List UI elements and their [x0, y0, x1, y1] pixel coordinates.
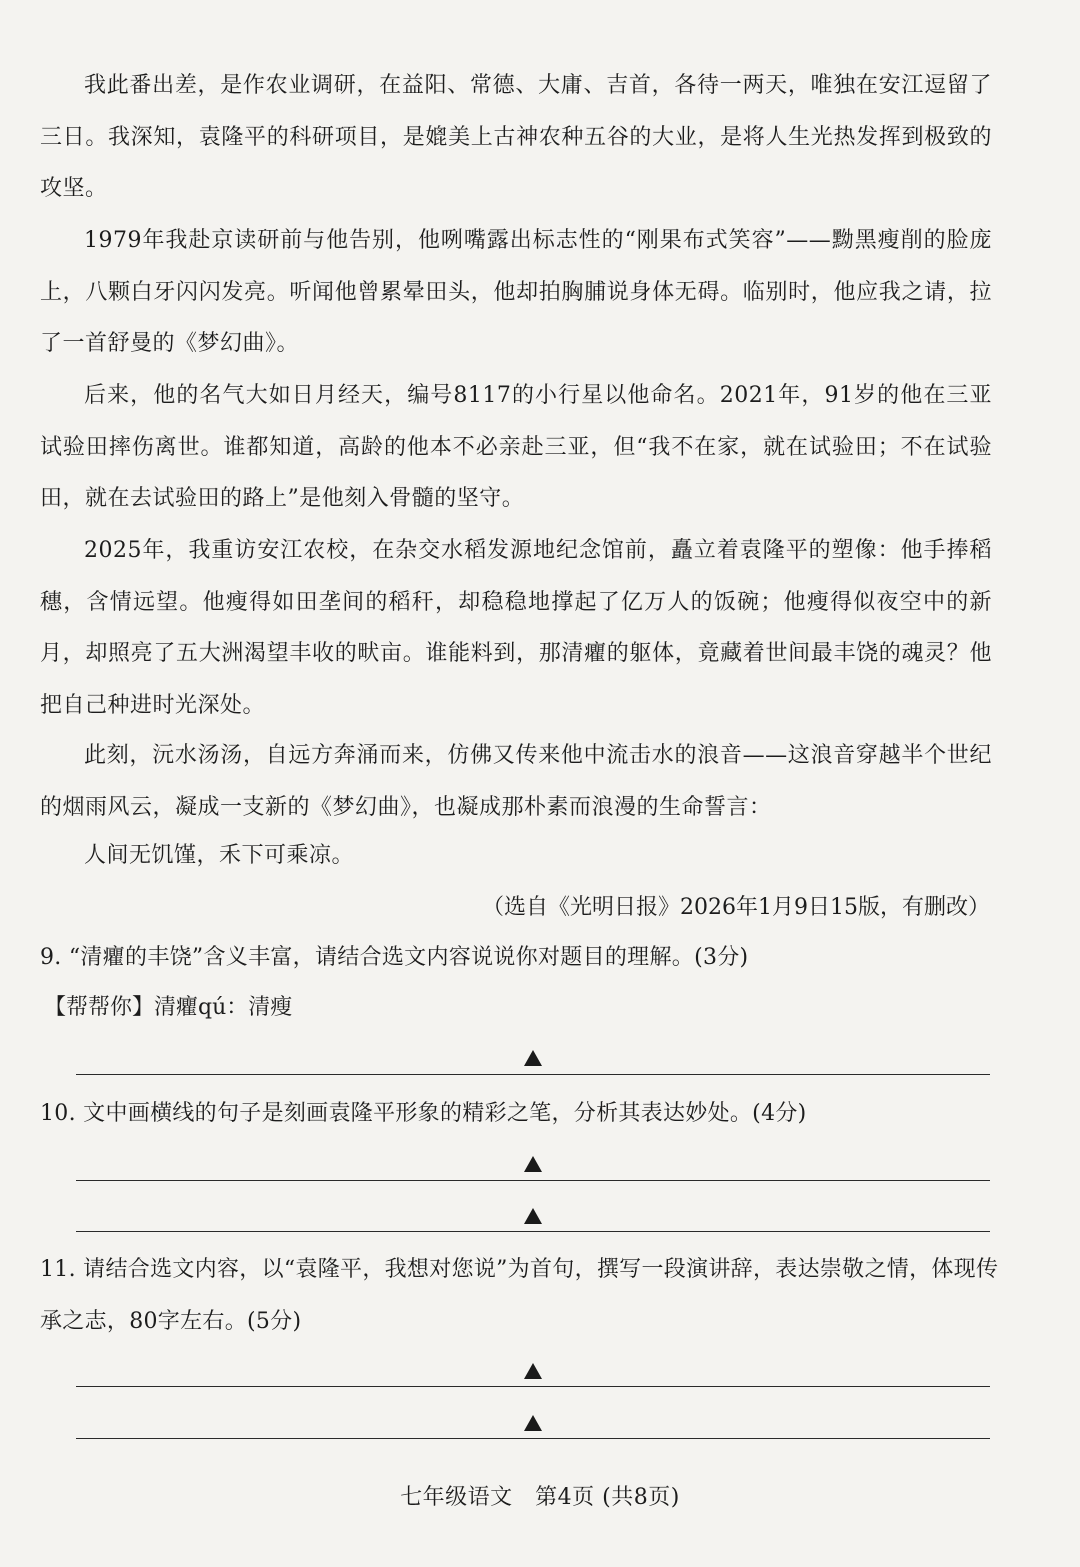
passage-paragraph-3: 后来，他的名气大如日月经天，编号8117的小行星以他命名。2021年，91岁的他在三亚试验田摔伤离世。谁都知道，高龄的他本不必亲赴三亚，但“我不在家，就在试验田；不在试验田，就在去试验田的路上”是他刻入骨髓的坚守。	[40, 383, 992, 511]
answer-triangle-icon	[524, 1050, 542, 1066]
passage-paragraph-1: 我此番出差，是作农业调研，在益阳、常德、大庸、吉首，各待一两天，唯独在安江逗留了三日。我深知，袁隆平的科研项目，是媲美上古神农种五谷的大业，是将人生光热发挥到极致的攻坚。	[40, 73, 992, 201]
question-11: 11. 请结合选文内容，以“袁隆平，我想对您说”为首句，撰写一段演讲辞，表达崇敬之情，体现传承之志，80字左右。(5分)	[40, 1257, 999, 1334]
answer-triangle-icon	[524, 1363, 542, 1379]
answer-line-q10-2[interactable]	[76, 1231, 990, 1232]
answer-triangle-icon	[524, 1156, 542, 1172]
passage-paragraph-5: 此刻，沅水汤汤，自远方奔涌而来，仿佛又传来他中流击水的浪音——这浪音穿越半个世纪的烟雨风云，凝成一支新的《梦幻曲》，也凝成那朴素而浪漫的生命誓言：	[40, 743, 992, 820]
answer-triangle-icon	[524, 1208, 542, 1224]
question-9-hint: 【帮帮你】清癯qú：清瘦	[44, 995, 293, 1020]
question-10: 10. 文中画横线的句子是刻画袁隆平形象的精彩之笔，分析其表达妙处。(4分)	[40, 1101, 807, 1126]
question-9: 9. “清癯的丰饶”含义丰富，请结合选文内容说说你对题目的理解。(3分)	[40, 945, 749, 970]
passage-source: （选自《光明日报》2026年1月9日15版，有删改）	[482, 895, 990, 920]
passage-paragraph-4: 2025年，我重访安江农校，在杂交水稻发源地纪念馆前，矗立着袁隆平的塑像：他手捧稻穗，含情远望。他瘦得如田垄间的稻秆，却稳稳地撑起了亿万人的饭碗；他瘦得似夜空中的新月，却照亮了五大洲渴望丰收的畎亩。谁能料到，那清癯的躯体，竟藏着世间最丰饶的魂灵？他把自己种进时光深处。	[40, 538, 992, 718]
passage-paragraph-2: 1979年我赴京读研前与他告别，他咧嘴露出标志性的“刚果布式笑容”——黝黑瘦削的脸庞上，八颗白牙闪闪发亮。听闻他曾累晕田头，他却拍胸脯说身体无碍。临别时，他应我之请，拉了一首舒曼的《梦幻曲》。	[40, 228, 992, 356]
answer-line-q10-1[interactable]	[76, 1180, 990, 1181]
answer-line-q11-1[interactable]	[76, 1386, 990, 1387]
answer-line-q11-2[interactable]	[76, 1438, 990, 1439]
answer-line-q9-1[interactable]	[76, 1074, 990, 1075]
answer-triangle-icon	[524, 1415, 542, 1431]
passage-paragraph-6: 人间无饥馑，禾下可乘凉。	[84, 843, 355, 868]
page-footer: 七年级语文 第4页 (共8页)	[400, 1485, 680, 1510]
